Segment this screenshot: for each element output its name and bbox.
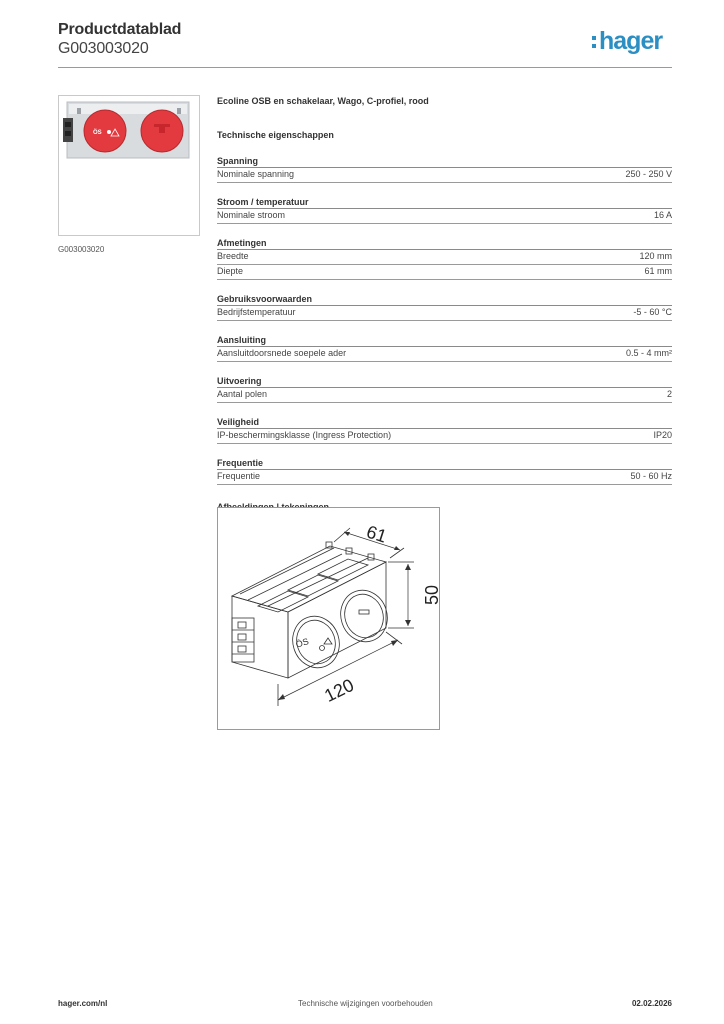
spec-label: Aantal polen <box>217 389 268 399</box>
spec-value: 61 mm <box>644 266 672 276</box>
spec-group-title: Spanning <box>217 156 258 166</box>
specifications <box>217 96 672 512</box>
spec-group-title: Veiligheid <box>217 417 260 427</box>
spec-value: -5 - 60 °C <box>633 307 672 317</box>
spec-label: Diepte <box>217 266 244 276</box>
spec-group-title: Uitvoering <box>217 376 262 386</box>
spec-value: 250 - 250 V <box>625 169 672 179</box>
spec-row <box>217 209 672 224</box>
spec-row <box>217 388 672 403</box>
spec-group-title: Stroom / temperatuur <box>217 197 309 207</box>
spec-row <box>217 265 672 280</box>
spec-group <box>217 417 672 444</box>
spec-group <box>217 335 672 362</box>
spec-group <box>217 156 672 183</box>
image-marking: ÖS <box>93 130 102 136</box>
hager-logo <box>592 28 662 54</box>
spec-label: Frequentie <box>217 471 261 481</box>
product-code: G003003020 <box>58 40 149 57</box>
image-caption: G003003020 <box>58 245 105 254</box>
spec-value: 0.5 - 4 mm² <box>625 348 672 358</box>
logo-text: hager <box>599 27 663 55</box>
spec-label: Breedte <box>217 251 249 261</box>
spec-value: 120 mm <box>639 251 672 261</box>
spec-group-title: Gebruiksvoorwaarden <box>217 294 313 304</box>
spec-group-title: Afmetingen <box>217 238 267 248</box>
spec-group <box>217 238 672 280</box>
spec-group-title: Frequentie <box>217 458 264 468</box>
technical-drawing <box>217 507 440 730</box>
spec-row <box>217 168 672 183</box>
spec-row <box>217 250 672 265</box>
footer-date: 02.02.2026 <box>631 999 672 1008</box>
footer-website[interactable]: hager.com/nl <box>58 999 108 1008</box>
spec-label: Nominale stroom <box>217 210 286 220</box>
spec-row <box>217 470 672 485</box>
spec-group <box>217 376 672 403</box>
spec-group <box>217 458 672 485</box>
spec-group <box>217 294 672 321</box>
product-image <box>58 95 200 236</box>
spec-row <box>217 429 672 444</box>
page-title: Productdatablad <box>58 21 182 38</box>
spec-label: Bedrijfstemperatuur <box>217 307 296 317</box>
spec-label: Aansluitdoorsnede soepele ader <box>217 348 347 358</box>
spec-group <box>217 197 672 224</box>
product-photo-icon <box>59 96 199 235</box>
spec-row <box>217 347 672 362</box>
specs-heading: Technische eigenschappen <box>217 130 334 140</box>
spec-group-title: Aansluiting <box>217 335 266 345</box>
dimension-width: 120 <box>321 674 358 707</box>
spec-label: Nominale spanning <box>217 169 295 179</box>
product-name: Ecoline OSB en schakelaar, Wago, C-profiel, rood <box>217 96 429 106</box>
spec-value: 50 - 60 Hz <box>630 471 672 481</box>
dimension-depth: 61 <box>364 521 390 547</box>
footer-notice: Technische wijzigingen voorbehouden <box>298 999 433 1008</box>
spec-value: 2 <box>666 389 672 399</box>
spec-value: IP20 <box>653 430 672 440</box>
spec-label: IP-beschermingsklasse (Ingress Protection) <box>217 430 392 440</box>
dimension-height: 50 <box>422 584 442 605</box>
spec-row <box>217 306 672 321</box>
drawing-marking: ÖS <box>294 636 310 650</box>
spec-value: 16 A <box>653 210 672 220</box>
header-divider <box>58 67 672 68</box>
dimension-drawing-icon <box>218 508 442 729</box>
logo-mark-icon <box>592 33 597 51</box>
